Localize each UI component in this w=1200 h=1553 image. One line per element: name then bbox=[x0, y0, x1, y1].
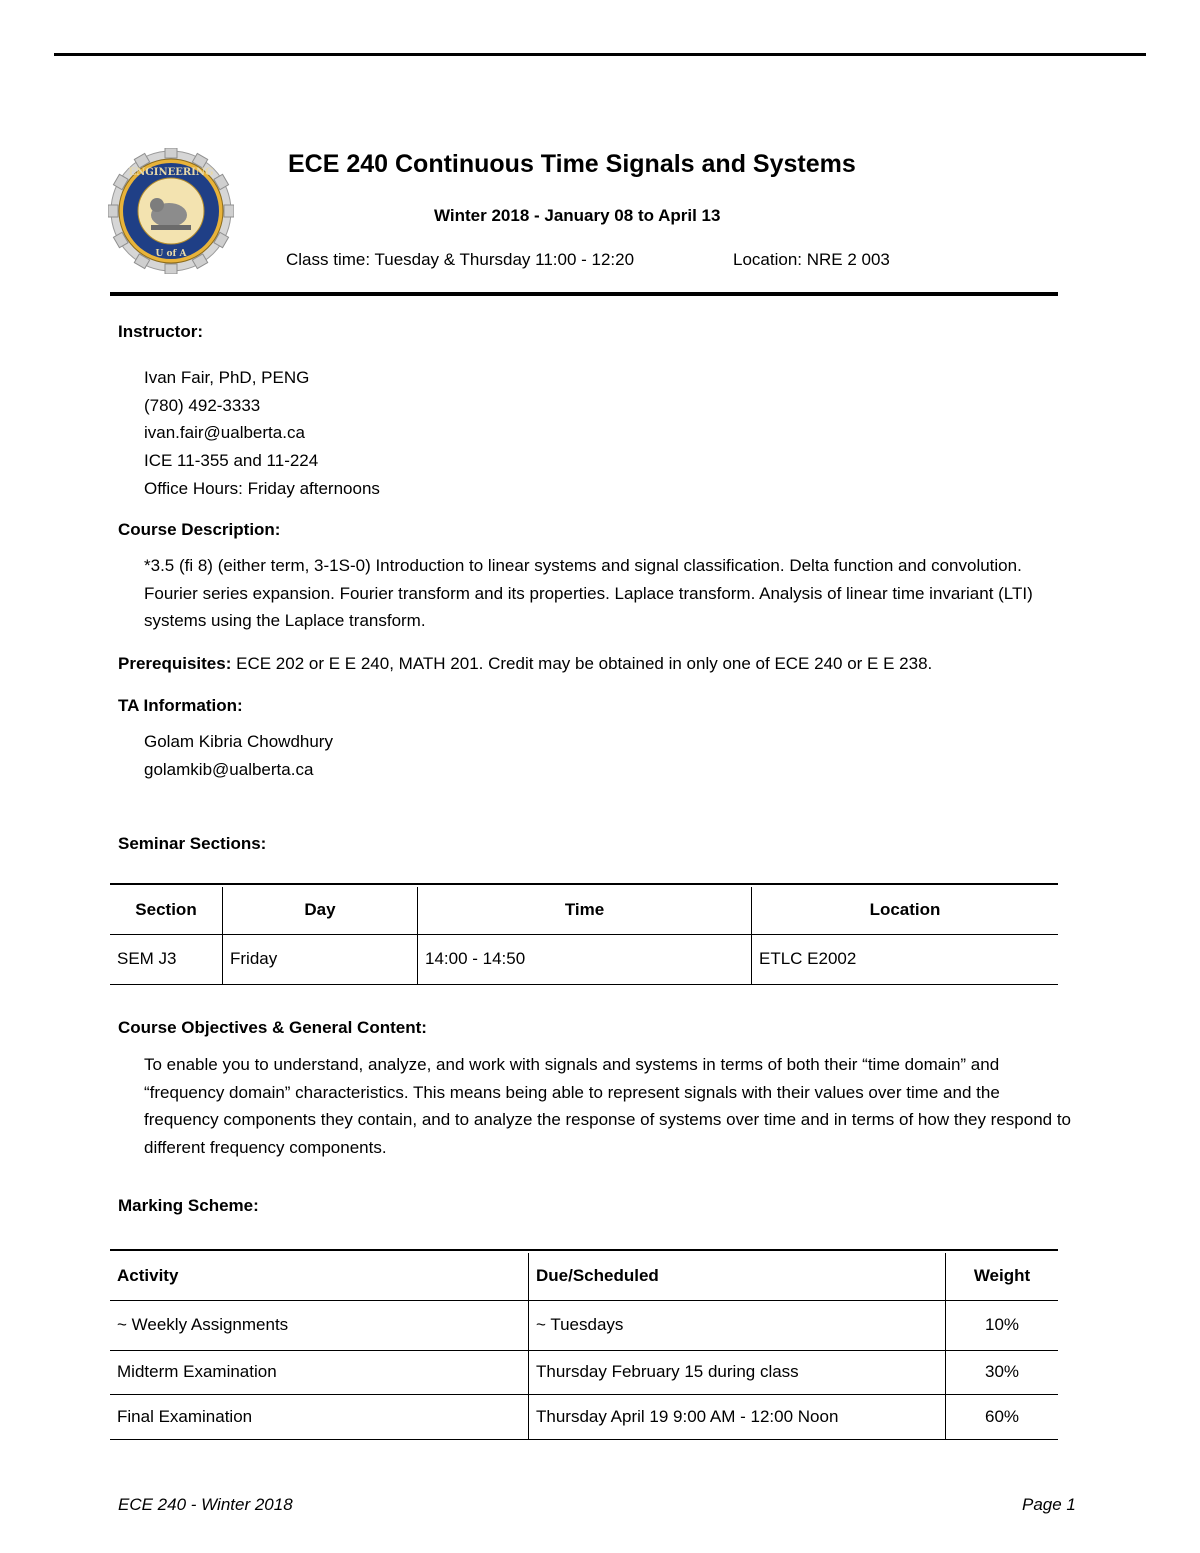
prerequisites-label: Prerequisites: bbox=[118, 654, 232, 673]
col-weight: Weight bbox=[946, 1253, 1059, 1300]
cell-activity: Final Examination bbox=[110, 1394, 529, 1439]
table-header-row bbox=[110, 887, 1058, 934]
course-title: ECE 240 Continuous Time Signals and Systems bbox=[288, 150, 856, 178]
class-time: Class time: Tuesday & Thursday 11:00 - 12:20 bbox=[286, 250, 635, 269]
table-row bbox=[110, 934, 1058, 984]
cell-activity: Midterm Examination bbox=[110, 1350, 529, 1394]
objectives-heading: Course Objectives & General Content: bbox=[118, 1018, 427, 1037]
course-description-text: *3.5 (fi 8) (either term, 3-1S-0) Introduction to linear systems and signal classification. Delta function and convolution. Fourier series expansion. Fourier transform and its properties. Laplace transform. Analysis of linear time invariant (LTI) systems using the Laplace transform. bbox=[144, 556, 1033, 630]
cell-section: SEM J3 bbox=[110, 934, 223, 984]
ta-name: Golam Kibria Chowdhury bbox=[144, 732, 333, 751]
col-activity: Activity bbox=[110, 1253, 529, 1300]
col-location: Location bbox=[752, 887, 1059, 934]
top-rule bbox=[54, 53, 1146, 56]
instructor-office-hours: Office Hours: Friday afternoons bbox=[144, 479, 380, 498]
term-dates: Winter 2018 - January 08 to April 13 bbox=[434, 206, 721, 225]
class-location: Location: NRE 2 003 bbox=[733, 250, 890, 269]
svg-text:ENGINEERING: ENGINEERING bbox=[128, 167, 214, 178]
instructor-name: Ivan Fair, PhD, PENG bbox=[144, 368, 310, 387]
cell-location: ETLC E2002 bbox=[752, 934, 1059, 984]
marking-table bbox=[110, 1253, 1058, 1440]
col-due: Due/Scheduled bbox=[529, 1253, 946, 1300]
table-header-row bbox=[110, 1253, 1058, 1300]
table-row bbox=[110, 1350, 1058, 1394]
prerequisites-line bbox=[118, 654, 932, 674]
cell-activity: ~ Weekly Assignments bbox=[110, 1300, 529, 1350]
table-row bbox=[110, 1300, 1058, 1350]
instructor-office: ICE 11-355 and 11-224 bbox=[144, 451, 319, 470]
cell-weight: 60% bbox=[946, 1394, 1059, 1439]
prerequisites-text: ECE 202 or E E 240, MATH 201. Credit may be obtained in only one of ECE 240 or E E 238. bbox=[236, 654, 933, 673]
footer-page-number: Page 1 bbox=[1022, 1495, 1076, 1514]
header-rule bbox=[110, 292, 1058, 296]
marking-table-top-rule bbox=[110, 1249, 1058, 1251]
cell-due: ~ Tuesdays bbox=[529, 1300, 946, 1350]
instructor-email[interactable]: ivan.fair@ualberta.ca bbox=[144, 423, 305, 442]
instructor-heading: Instructor: bbox=[118, 322, 203, 341]
seminar-table bbox=[110, 887, 1058, 985]
svg-text:U of A: U of A bbox=[155, 249, 187, 259]
col-section: Section bbox=[110, 887, 223, 934]
col-day: Day bbox=[223, 887, 418, 934]
cell-time: 14:00 - 14:50 bbox=[418, 934, 752, 984]
marking-heading: Marking Scheme: bbox=[118, 1196, 259, 1215]
table-row bbox=[110, 1394, 1058, 1439]
cell-weight: 10% bbox=[946, 1300, 1059, 1350]
seminar-heading: Seminar Sections: bbox=[118, 834, 267, 853]
objectives-text: To enable you to understand, analyze, and work with signals and systems in terms of both their “time domain” and “frequency domain” characteristics. This means being able to represent signals with their values over time and the frequency components they contain, and to analyze the response of systems over time and in terms of how they respond to different frequency components. bbox=[144, 1055, 1072, 1157]
col-time: Time bbox=[418, 887, 752, 934]
ta-email[interactable]: golamkib@ualberta.ca bbox=[144, 760, 314, 779]
engineering-crest-icon bbox=[108, 148, 234, 274]
cell-due: Thursday February 15 during class bbox=[529, 1350, 946, 1394]
cell-day: Friday bbox=[223, 934, 418, 984]
cell-due: Thursday April 19 9:00 AM - 12:00 Noon bbox=[529, 1394, 946, 1439]
footer-course: ECE 240 - Winter 2018 bbox=[118, 1495, 293, 1514]
cell-weight: 30% bbox=[946, 1350, 1059, 1394]
ta-heading: TA Information: bbox=[118, 696, 243, 715]
seminar-table-top-rule bbox=[110, 883, 1058, 885]
course-description-heading: Course Description: bbox=[118, 520, 281, 539]
instructor-phone: (780) 492-3333 bbox=[144, 396, 261, 415]
